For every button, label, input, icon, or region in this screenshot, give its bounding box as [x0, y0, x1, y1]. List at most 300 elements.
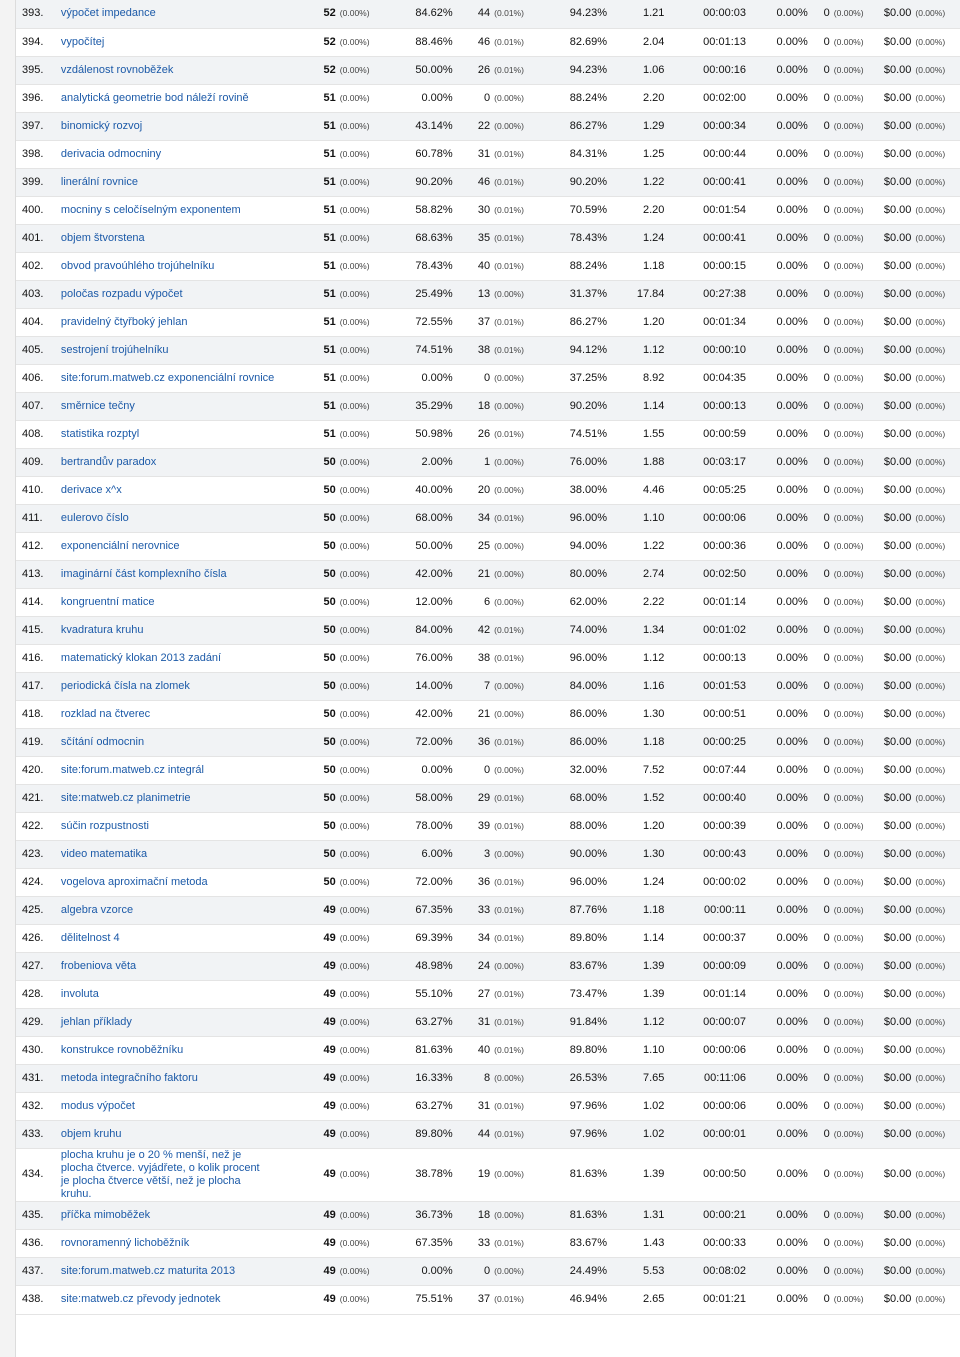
visits-value: 49 [287, 1148, 336, 1201]
transactions-percent: (0.00%) [830, 644, 879, 672]
revenue-value: $0.00 [878, 1092, 911, 1120]
avg-duration: 00:00:34 [664, 112, 746, 140]
bounce-rate: 83.67% [536, 1229, 607, 1257]
table-row [16, 280, 960, 308]
bounce-rate: 96.00% [536, 504, 607, 532]
row-number: 434. [16, 1148, 58, 1201]
conversion-rate: 0.00% [746, 588, 808, 616]
new-visits-value: 21 [453, 560, 490, 588]
transactions-percent: (0.00%) [830, 504, 879, 532]
new-visits-value: 30 [453, 196, 490, 224]
new-visits-share: (0.01%) [490, 196, 536, 224]
pages-per-visit: 1.12 [607, 1008, 664, 1036]
visits-value: 51 [287, 420, 336, 448]
transactions-value: 0 [808, 1201, 830, 1229]
keyword-link[interactable]: rozklad na čtverec [60, 707, 151, 720]
keyword-link[interactable]: involuta [60, 987, 99, 1000]
visits-value: 49 [287, 980, 336, 1008]
revenue-value: $0.00 [878, 728, 911, 756]
revenue-value: $0.00 [878, 364, 911, 392]
keyword-link[interactable]: imaginární část komplexního čísla [60, 567, 227, 580]
transactions-percent: (0.00%) [830, 224, 879, 252]
keyword-link[interactable]: site:forum.matweb.cz maturita 2013 [60, 1264, 236, 1277]
new-visits-share: (0.01%) [490, 56, 536, 84]
new-visits-percent: 58.82% [382, 196, 453, 224]
transactions-value: 0 [808, 672, 830, 700]
row-number: 402. [16, 252, 58, 280]
transactions-value: 0 [808, 924, 830, 952]
row-number: 413. [16, 560, 58, 588]
keyword-link[interactable]: modus výpočet [60, 1099, 135, 1112]
keyword-link[interactable]: vogelova aproximační metoda [60, 875, 208, 888]
visits-value: 50 [287, 700, 336, 728]
conversion-rate: 0.00% [746, 84, 808, 112]
revenue-value: $0.00 [878, 1148, 911, 1201]
revenue-value: $0.00 [878, 56, 911, 84]
keyword-link[interactable]: algebra vzorce [60, 903, 134, 916]
keyword-link[interactable]: analytická geometrie bod náleží rovině [60, 91, 249, 104]
revenue-percent: (0.00%) [911, 1036, 960, 1064]
new-visits-percent: 42.00% [382, 700, 453, 728]
keyword-link[interactable]: obvod pravoúhlého trojúhelníku [60, 259, 215, 272]
transactions-percent: (0.00%) [830, 1201, 879, 1229]
keyword-link[interactable]: derivace x^x [60, 483, 122, 496]
keyword-link[interactable]: kvadratura kruhu [60, 623, 144, 636]
table-row [16, 1120, 960, 1148]
table-row [16, 1008, 960, 1036]
new-visits-value: 1 [453, 448, 490, 476]
transactions-percent: (0.00%) [830, 616, 879, 644]
transactions-value: 0 [808, 644, 830, 672]
table-row [16, 140, 960, 168]
keyword-link[interactable]: dělitelnost 4 [60, 931, 120, 944]
table-row [16, 1064, 960, 1092]
keyword-link [58, 812, 287, 840]
keyword-link [58, 616, 287, 644]
keyword-link[interactable]: poločas rozpadu výpočet [60, 287, 183, 300]
visits-percent: (0.00%) [336, 0, 382, 28]
new-visits-value: 44 [453, 1120, 490, 1148]
new-visits-value: 39 [453, 812, 490, 840]
keyword-link[interactable]: sčítání odmocnin [60, 735, 145, 748]
row-number: 425. [16, 896, 58, 924]
keyword-link[interactable]: frobeniova věta [60, 959, 137, 972]
new-visits-percent: 40.00% [382, 476, 453, 504]
new-visits-share: (0.00%) [490, 560, 536, 588]
keyword-link [58, 700, 287, 728]
revenue-value: $0.00 [878, 448, 911, 476]
new-visits-value: 0 [453, 1257, 490, 1285]
new-visits-share: (0.01%) [490, 616, 536, 644]
new-visits-percent: 16.33% [382, 1064, 453, 1092]
keyword-link[interactable]: video matematika [60, 847, 148, 860]
row-number: 431. [16, 1064, 58, 1092]
avg-duration: 00:00:36 [664, 532, 746, 560]
visits-value: 52 [287, 56, 336, 84]
revenue-value: $0.00 [878, 812, 911, 840]
new-visits-value: 18 [453, 1201, 490, 1229]
pages-per-visit: 1.43 [607, 1229, 664, 1257]
bounce-rate: 97.96% [536, 1120, 607, 1148]
bounce-rate: 62.00% [536, 588, 607, 616]
new-visits-value: 36 [453, 868, 490, 896]
pages-per-visit: 1.18 [607, 728, 664, 756]
transactions-percent: (0.00%) [830, 56, 879, 84]
new-visits-percent: 81.63% [382, 1036, 453, 1064]
revenue-value: $0.00 [878, 1201, 911, 1229]
pages-per-visit: 1.24 [607, 224, 664, 252]
keyword-link [58, 336, 287, 364]
visits-percent: (0.00%) [336, 1120, 382, 1148]
keyword-link [58, 1008, 287, 1036]
transactions-percent: (0.00%) [830, 532, 879, 560]
table-row [16, 1036, 960, 1064]
transactions-percent: (0.00%) [830, 924, 879, 952]
table-row [16, 56, 960, 84]
table-row [16, 476, 960, 504]
pages-per-visit: 1.55 [607, 420, 664, 448]
transactions-value: 0 [808, 1036, 830, 1064]
keyword-link[interactable]: súčin rozpustnosti [60, 819, 149, 832]
row-number: 393. [16, 0, 58, 28]
row-number: 420. [16, 756, 58, 784]
visits-percent: (0.00%) [336, 924, 382, 952]
table-row [16, 420, 960, 448]
bounce-rate: 94.23% [536, 56, 607, 84]
new-visits-share: (0.00%) [490, 1064, 536, 1092]
keyword-link [58, 224, 287, 252]
avg-duration: 00:00:41 [664, 168, 746, 196]
revenue-percent: (0.00%) [911, 196, 960, 224]
visits-value: 49 [287, 1064, 336, 1092]
transactions-percent: (0.00%) [830, 1008, 879, 1036]
keyword-link[interactable]: objem štvorstena [60, 231, 145, 244]
keyword-link [58, 1120, 287, 1148]
avg-duration: 00:00:43 [664, 840, 746, 868]
table-row [16, 980, 960, 1008]
revenue-percent: (0.00%) [911, 504, 960, 532]
bounce-rate: 24.49% [536, 1257, 607, 1285]
row-number: 424. [16, 868, 58, 896]
revenue-percent: (0.00%) [911, 952, 960, 980]
keyword-link[interactable]: mocniny s celočíselným exponentem [60, 203, 241, 216]
keyword-link[interactable]: matematický klokan 2013 zadání [60, 651, 222, 664]
keyword-link [58, 980, 287, 1008]
new-visits-percent: 89.80% [382, 1120, 453, 1148]
new-visits-share: (0.00%) [490, 1201, 536, 1229]
visits-value: 49 [287, 952, 336, 980]
new-visits-share: (0.01%) [490, 140, 536, 168]
row-number: 398. [16, 140, 58, 168]
new-visits-percent: 67.35% [382, 896, 453, 924]
pages-per-visit: 2.65 [607, 1285, 664, 1314]
revenue-percent: (0.00%) [911, 84, 960, 112]
table-row [16, 1257, 960, 1285]
bounce-rate: 82.69% [536, 28, 607, 56]
pages-per-visit: 1.39 [607, 980, 664, 1008]
revenue-percent: (0.00%) [911, 140, 960, 168]
keyword-link[interactable]: konstrukce rovnoběžníku [60, 1043, 184, 1056]
bounce-rate: 83.67% [536, 952, 607, 980]
revenue-percent: (0.00%) [911, 1092, 960, 1120]
new-visits-value: 8 [453, 1064, 490, 1092]
visits-percent: (0.00%) [336, 532, 382, 560]
new-visits-value: 40 [453, 1036, 490, 1064]
table-row [16, 364, 960, 392]
row-number: 408. [16, 420, 58, 448]
table-row [16, 28, 960, 56]
keyword-link[interactable]: binomický rozvoj [60, 119, 143, 132]
transactions-value: 0 [808, 560, 830, 588]
avg-duration: 00:00:02 [664, 868, 746, 896]
visits-value: 50 [287, 588, 336, 616]
transactions-percent: (0.00%) [830, 840, 879, 868]
conversion-rate: 0.00% [746, 840, 808, 868]
keyword-link[interactable]: eulerovo číslo [60, 511, 129, 524]
revenue-percent: (0.00%) [911, 784, 960, 812]
transactions-value: 0 [808, 1257, 830, 1285]
row-number: 427. [16, 952, 58, 980]
keyword-link[interactable]: jehlan příklady [60, 1015, 132, 1028]
transactions-percent: (0.00%) [830, 0, 879, 28]
pages-per-visit: 1.06 [607, 56, 664, 84]
new-visits-value: 34 [453, 504, 490, 532]
transactions-value: 0 [808, 1008, 830, 1036]
conversion-rate: 0.00% [746, 308, 808, 336]
revenue-percent: (0.00%) [911, 280, 960, 308]
avg-duration: 00:00:06 [664, 504, 746, 532]
visits-percent: (0.00%) [336, 168, 382, 196]
transactions-value: 0 [808, 700, 830, 728]
new-visits-value: 0 [453, 364, 490, 392]
new-visits-value: 46 [453, 168, 490, 196]
keyword-link[interactable]: site:forum.matweb.cz integrál [60, 763, 204, 776]
transactions-value: 0 [808, 0, 830, 28]
transactions-value: 0 [808, 112, 830, 140]
bounce-rate: 78.43% [536, 224, 607, 252]
keyword-link [58, 28, 287, 56]
conversion-rate: 0.00% [746, 1229, 808, 1257]
row-number: 404. [16, 308, 58, 336]
keyword-link [58, 1285, 287, 1314]
table-row [16, 392, 960, 420]
new-visits-value: 3 [453, 840, 490, 868]
conversion-rate: 0.00% [746, 616, 808, 644]
visits-value: 49 [287, 1229, 336, 1257]
keyword-link[interactable]: exponenciální nerovnice [60, 539, 180, 552]
keyword-link[interactable]: vzdálenost rovnoběžek [60, 63, 174, 76]
keyword-link[interactable]: rovnoramenný lichoběžník [60, 1236, 190, 1249]
avg-duration: 00:11:06 [664, 1064, 746, 1092]
keyword-link[interactable]: plocha kruhu je o 20 % menší, než je plocha čtverce. vyjádřete, o kolik procent je plocha čtverce větší, než je plocha kruhu. [60, 1148, 260, 1200]
transactions-percent: (0.00%) [830, 700, 879, 728]
new-visits-value: 25 [453, 532, 490, 560]
row-number: 400. [16, 196, 58, 224]
pages-per-visit: 1.18 [607, 896, 664, 924]
pages-per-visit: 8.92 [607, 364, 664, 392]
bounce-rate: 70.59% [536, 196, 607, 224]
keyword-link[interactable]: vypočítej [60, 35, 105, 48]
visits-percent: (0.00%) [336, 196, 382, 224]
visits-percent: (0.00%) [336, 280, 382, 308]
revenue-percent: (0.00%) [911, 364, 960, 392]
transactions-percent: (0.00%) [830, 896, 879, 924]
transactions-percent: (0.00%) [830, 588, 879, 616]
visits-value: 49 [287, 1036, 336, 1064]
visits-value: 50 [287, 476, 336, 504]
pages-per-visit: 1.22 [607, 532, 664, 560]
visits-value: 50 [287, 728, 336, 756]
keyword-link[interactable]: směrnice tečny [60, 399, 135, 412]
new-visits-percent: 6.00% [382, 840, 453, 868]
visits-value: 50 [287, 784, 336, 812]
keyword-link[interactable]: site:forum.matweb.cz exponenciální rovnice [60, 371, 275, 384]
revenue-value: $0.00 [878, 1008, 911, 1036]
transactions-percent: (0.00%) [830, 168, 879, 196]
visits-percent: (0.00%) [336, 448, 382, 476]
keyword-link[interactable]: příčka mimoběžek [60, 1208, 151, 1221]
avg-duration: 00:01:34 [664, 308, 746, 336]
bounce-rate: 37.25% [536, 364, 607, 392]
new-visits-share: (0.01%) [490, 168, 536, 196]
avg-duration: 00:27:38 [664, 280, 746, 308]
visits-percent: (0.00%) [336, 1148, 382, 1201]
keyword-link[interactable]: periodická čísla na zlomek [60, 679, 190, 692]
table-row [16, 560, 960, 588]
visits-value: 49 [287, 1257, 336, 1285]
bounce-rate: 88.00% [536, 812, 607, 840]
avg-duration: 00:08:02 [664, 1257, 746, 1285]
conversion-rate: 0.00% [746, 252, 808, 280]
revenue-value: $0.00 [878, 112, 911, 140]
keyword-link [58, 896, 287, 924]
new-visits-value: 33 [453, 896, 490, 924]
new-visits-share: (0.01%) [490, 1120, 536, 1148]
keyword-link [58, 196, 287, 224]
visits-percent: (0.00%) [336, 224, 382, 252]
transactions-percent: (0.00%) [830, 756, 879, 784]
table-row [16, 168, 960, 196]
keyword-link[interactable]: objem kruhu [60, 1127, 122, 1140]
new-visits-percent: 0.00% [382, 364, 453, 392]
transactions-percent: (0.00%) [830, 784, 879, 812]
keyword-link [58, 112, 287, 140]
row-number: 410. [16, 476, 58, 504]
new-visits-percent: 0.00% [382, 756, 453, 784]
revenue-percent: (0.00%) [911, 224, 960, 252]
visits-percent: (0.00%) [336, 560, 382, 588]
new-visits-value: 0 [453, 756, 490, 784]
revenue-value: $0.00 [878, 560, 911, 588]
new-visits-share: (0.00%) [490, 84, 536, 112]
new-visits-value: 37 [453, 308, 490, 336]
bounce-rate: 94.23% [536, 0, 607, 28]
revenue-value: $0.00 [878, 84, 911, 112]
keyword-link[interactable]: sestrojení trojúhelníku [60, 343, 169, 356]
keyword-link[interactable]: pravidelný čtyřboký jehlan [60, 315, 188, 328]
transactions-percent: (0.00%) [830, 1092, 879, 1120]
visits-percent: (0.00%) [336, 644, 382, 672]
new-visits-percent: 72.55% [382, 308, 453, 336]
new-visits-percent: 74.51% [382, 336, 453, 364]
conversion-rate: 0.00% [746, 448, 808, 476]
pages-per-visit: 1.22 [607, 168, 664, 196]
conversion-rate: 0.00% [746, 280, 808, 308]
table-row [16, 868, 960, 896]
new-visits-share: (0.01%) [490, 784, 536, 812]
revenue-percent: (0.00%) [911, 700, 960, 728]
keyword-link[interactable]: linerální rovnice [60, 175, 138, 188]
keyword-link[interactable]: kongruentní matice [60, 595, 155, 608]
table-row [16, 952, 960, 980]
pages-per-visit: 1.88 [607, 448, 664, 476]
keyword-link [58, 868, 287, 896]
row-number: 396. [16, 84, 58, 112]
transactions-value: 0 [808, 364, 830, 392]
transactions-value: 0 [808, 308, 830, 336]
revenue-value: $0.00 [878, 336, 911, 364]
pages-per-visit: 1.20 [607, 812, 664, 840]
new-visits-share: (0.01%) [490, 1229, 536, 1257]
conversion-rate: 0.00% [746, 980, 808, 1008]
keyword-link[interactable]: metoda integračního faktoru [60, 1071, 198, 1084]
new-visits-share: (0.01%) [490, 0, 536, 28]
avg-duration: 00:01:54 [664, 196, 746, 224]
bounce-rate: 86.00% [536, 728, 607, 756]
keyword-link[interactable]: výpočet impedance [60, 7, 156, 20]
conversion-rate: 0.00% [746, 896, 808, 924]
revenue-percent: (0.00%) [911, 616, 960, 644]
new-visits-share: (0.00%) [490, 1257, 536, 1285]
new-visits-value: 21 [453, 700, 490, 728]
visits-percent: (0.00%) [336, 336, 382, 364]
conversion-rate: 0.00% [746, 756, 808, 784]
visits-percent: (0.00%) [336, 1257, 382, 1285]
visits-value: 50 [287, 672, 336, 700]
transactions-value: 0 [808, 336, 830, 364]
transactions-value: 0 [808, 588, 830, 616]
avg-duration: 00:00:06 [664, 1036, 746, 1064]
new-visits-share: (0.00%) [490, 672, 536, 700]
revenue-percent: (0.00%) [911, 644, 960, 672]
row-number: 433. [16, 1120, 58, 1148]
revenue-percent: (0.00%) [911, 1008, 960, 1036]
revenue-value: $0.00 [878, 196, 911, 224]
revenue-value: $0.00 [878, 1064, 911, 1092]
keyword-link[interactable]: statistika rozptyl [60, 427, 140, 440]
keyword-link[interactable]: site:matweb.cz planimetrie [60, 791, 191, 804]
keyword-link[interactable]: derivacia odmocniny [60, 147, 162, 160]
new-visits-percent: 0.00% [382, 1257, 453, 1285]
table-row [16, 84, 960, 112]
row-number: 399. [16, 168, 58, 196]
row-number: 411. [16, 504, 58, 532]
pages-per-visit: 2.20 [607, 84, 664, 112]
keyword-link [58, 952, 287, 980]
visits-percent: (0.00%) [336, 1008, 382, 1036]
transactions-percent: (0.00%) [830, 476, 879, 504]
revenue-value: $0.00 [878, 0, 911, 28]
keyword-link [58, 784, 287, 812]
keyword-link[interactable]: bertrandův paradox [60, 455, 157, 468]
bounce-rate: 96.00% [536, 868, 607, 896]
transactions-value: 0 [808, 280, 830, 308]
keyword-link[interactable]: site:matweb.cz převody jednotek [60, 1293, 221, 1305]
conversion-rate: 0.00% [746, 1064, 808, 1092]
table-row [16, 700, 960, 728]
row-number: 432. [16, 1092, 58, 1120]
new-visits-share: (0.01%) [490, 644, 536, 672]
